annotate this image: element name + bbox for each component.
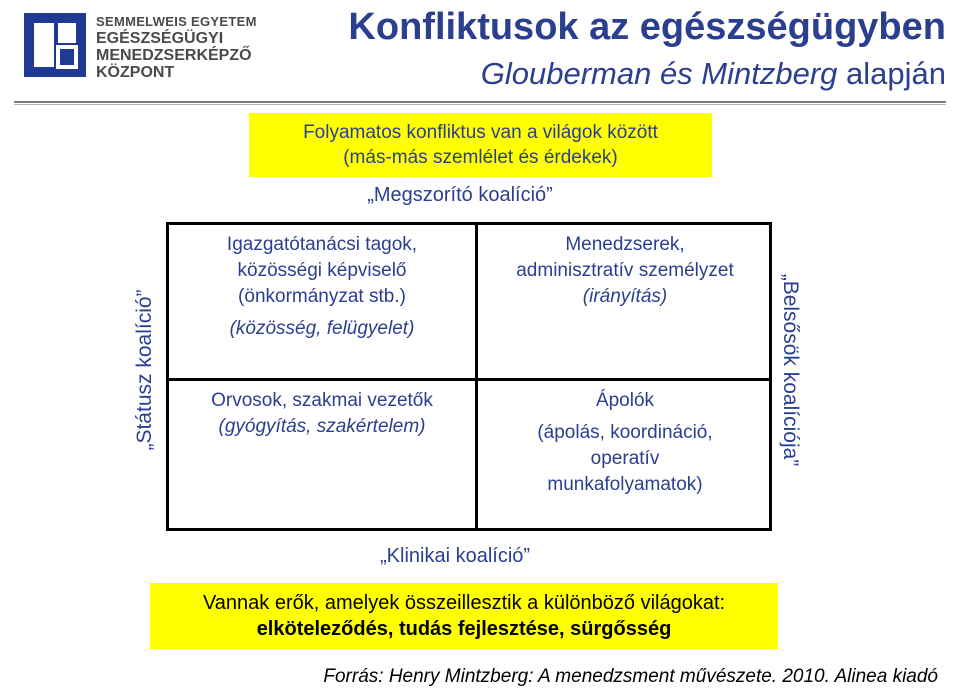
coalition-bottom: „Klinikai koalíció” [380, 545, 531, 567]
quadrant-tl-line-1: Igazgatótanácsi tagok, [226, 234, 418, 255]
quadrant-tl-line-3: (önkormányzat stb.) [238, 286, 406, 307]
logo [10, 5, 270, 87]
unifying-forces-line-1: Vannak erők, amelyek összeillesztik a különböző világokat: [202, 592, 726, 614]
quadrant-bottom-left [172, 388, 472, 440]
header-divider [14, 101, 946, 103]
logo-text [96, 13, 257, 81]
quadrant-bottom-right [480, 388, 770, 498]
logo-line-4: KÖZPONT [96, 64, 175, 81]
quadrant-br-line-3: operatív [590, 448, 660, 469]
conflict-callout-line-1: Folyamatos konfliktus van a világok között [303, 122, 658, 143]
quadrant-bl-role: (gyógyítás, szakértelem) [218, 416, 426, 437]
logo-line-3: MENEDZSERKÉPZŐ [96, 47, 252, 64]
quadrant-bl-line-1: Orvosok, szakmai vezetők [211, 390, 433, 411]
coalition-top-label: „Megszorító koalíció” [367, 184, 553, 206]
unifying-forces-line-2: elköteleződés, tudás fejlesztése, sürgősség [256, 618, 672, 640]
header-divider-thin [14, 104, 946, 105]
quadrant-br-line-4: munkafolyamatok) [547, 474, 703, 495]
grid-vertical-divider [475, 222, 478, 531]
logo-line-2: EGÉSZSÉGÜGYI [96, 30, 224, 47]
quadrant-top-left [172, 232, 472, 342]
quadrant-tr-line-2: adminisztratív személyzet [516, 260, 734, 281]
logo-line-1: SEMMELWEIS EGYETEM [96, 14, 257, 29]
subtitle-authors: Glouberman és Mintzberg [480, 56, 838, 91]
logo-emblem [24, 13, 86, 77]
quadrant-tr-line-1: Menedzserek, [565, 234, 685, 255]
grid-horizontal-divider [166, 378, 772, 381]
quadrant-tr-role: (irányítás) [582, 286, 668, 307]
unifying-forces-callout [150, 583, 778, 649]
quadrant-br-line-1: Ápolók [595, 390, 655, 411]
conflict-callout-line-2: (más-más szemlélet és érdekek) [343, 147, 618, 168]
quadrant-tl-role: (közösség, felügyelet) [229, 318, 415, 339]
coalition-left: „Státusz koalíció” [133, 289, 156, 451]
subtitle-rest: alapján [837, 56, 946, 91]
quadrant-tl-line-2: közösségi képviselő [237, 260, 407, 281]
source-citation: Forrás: Henry Mintzberg: A menedzsment művészete. 2010. Alinea kiadó [323, 666, 938, 687]
coalition-right: „Belsősök koalíciója” [779, 273, 802, 467]
page-title: Konfliktusok az egészségügyben [348, 6, 946, 48]
conflict-callout [249, 113, 712, 177]
quadrant-top-right [480, 232, 770, 310]
page-subtitle [481, 56, 946, 92]
coalition-top [0, 184, 960, 207]
quadrant-br-line-2: (ápolás, koordináció, [537, 422, 713, 443]
